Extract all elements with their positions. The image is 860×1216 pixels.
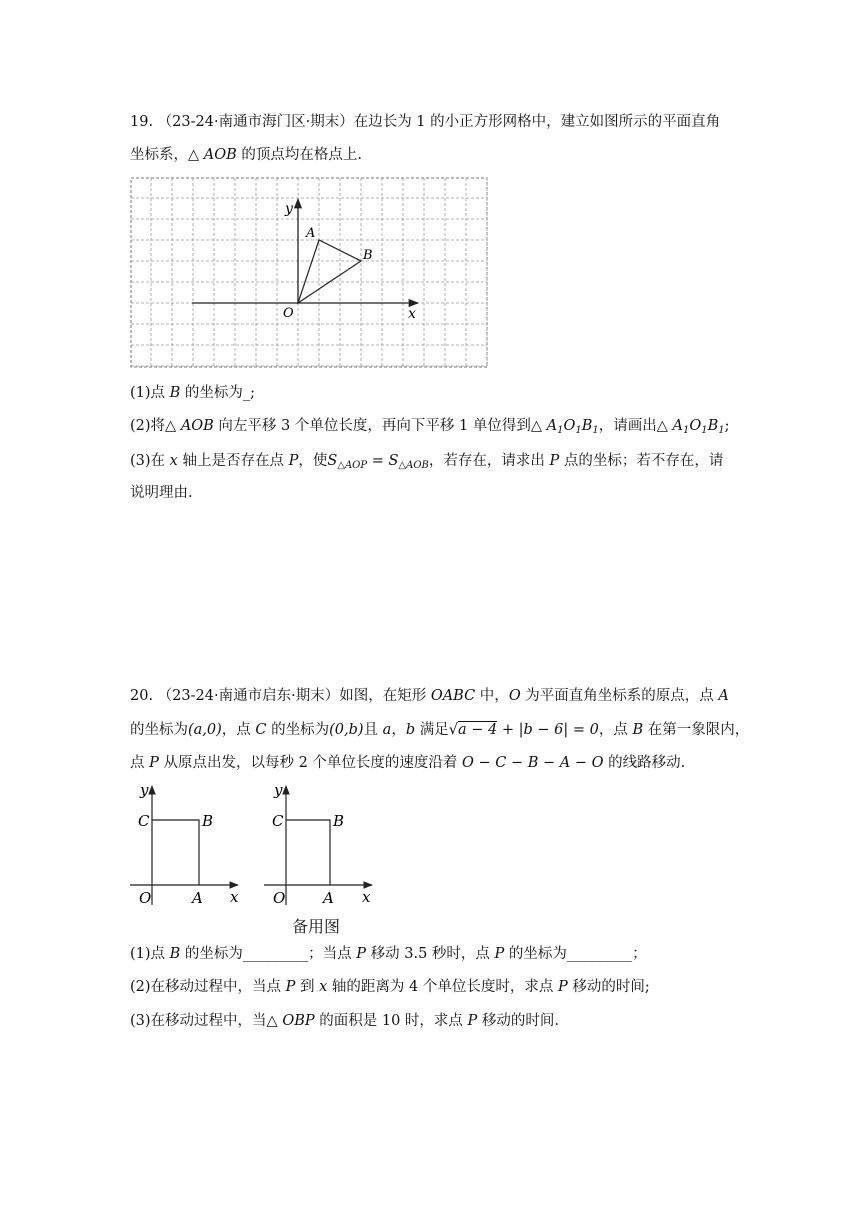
math-x: x [319, 979, 328, 995]
rectangle-oabc [286, 820, 330, 885]
label-x: x [408, 306, 416, 322]
q20-line2 [130, 720, 749, 740]
label-y: y [140, 781, 149, 799]
math-a1o1b1 [673, 418, 725, 434]
q19-part1 [130, 383, 255, 403]
math-a: A [718, 688, 729, 704]
math-p: P [356, 946, 367, 962]
spare-figure-caption: 备用图 [292, 917, 341, 936]
text: (1)点 [130, 385, 170, 401]
math-p: P [558, 979, 568, 995]
text: 的坐标为_________；当点 [180, 946, 357, 962]
text: 满足 [415, 722, 449, 738]
q19-part2 [130, 416, 730, 441]
label-c: C [138, 812, 150, 830]
text: (1)点 [130, 946, 170, 962]
math-a1o1b1 [547, 418, 599, 434]
label-b: B [333, 812, 345, 830]
q19-line1 [130, 112, 720, 132]
math-p: P [149, 755, 159, 771]
q19-part3 [130, 451, 723, 476]
text: (2)将 [130, 418, 166, 434]
grid-border [131, 178, 487, 367]
q20-figure-spare [260, 780, 380, 910]
math-c: C [255, 722, 267, 738]
text: = [367, 453, 389, 469]
math-o: O [508, 688, 521, 704]
label-o: O [139, 889, 152, 907]
text: 的坐标为_________； [504, 946, 647, 962]
math-b-var: b [405, 722, 416, 738]
label-b: B [202, 812, 214, 830]
label-c: C [272, 812, 284, 830]
math-p: P [467, 1013, 478, 1029]
math-x: x [169, 453, 178, 469]
math-p: P [494, 946, 505, 962]
q19-text: 坐标系， [130, 147, 188, 163]
text: 说明理由. [130, 485, 193, 501]
subscript: 1 [575, 425, 582, 436]
triangle-symbol: △ [188, 147, 200, 163]
math-a-coord: (a,0) [188, 722, 222, 738]
text: 移动 3.5 秒时，点 [366, 946, 495, 962]
grid-lines [131, 178, 487, 367]
q19-grid-figure [130, 177, 488, 369]
q20-part2 [130, 977, 650, 997]
q20-line1 [130, 686, 729, 706]
q19-number: 19. [130, 114, 154, 130]
triangle-symbol: △ [656, 418, 668, 434]
subscript: △AOP [337, 460, 368, 471]
math-b: B [707, 418, 719, 434]
text: (3)在移动过程中，当 [130, 1013, 267, 1029]
label-o: O [283, 306, 294, 321]
text: 的坐标为 [266, 722, 330, 738]
text: 从原点出发，以每秒 2 个单位长度的速度沿着 [158, 755, 463, 771]
label-a: A [192, 889, 203, 907]
math-abs: + |b − 6| = 0 [497, 722, 599, 738]
math-b: B [581, 418, 593, 434]
text: ，若存在，请求出 [428, 453, 550, 469]
q19-part3-line2 [130, 483, 193, 503]
text: (3)在 [130, 453, 170, 469]
math-b: B [169, 385, 181, 401]
text: 如图，在矩形 [339, 688, 431, 704]
q20-figure-main [126, 780, 246, 910]
text: 的线路移动. [603, 755, 686, 771]
subscript: 1 [557, 425, 564, 436]
math-a: A [546, 418, 558, 434]
q20-part3 [130, 1011, 559, 1031]
text: 轴上是否存在点 [177, 453, 289, 469]
q20-line3 [130, 753, 685, 773]
q20-part1 [130, 944, 647, 964]
q19-line2 [130, 145, 362, 165]
label-y: y [274, 781, 283, 799]
text: 的坐标为_; [180, 385, 256, 401]
math-p: P [549, 453, 560, 469]
math-route: O − C − B − A − O [462, 755, 604, 771]
rectangle-oabc [152, 820, 199, 885]
text: ; [724, 418, 730, 434]
text: 向左平移 3 个单位长度，再向下平移 1 单位得到 [213, 418, 531, 434]
subscript: 1 [701, 425, 708, 436]
math-o: O [563, 418, 576, 434]
text: 到 [295, 979, 320, 995]
math-s: S [327, 453, 338, 469]
label-a: A [323, 889, 334, 907]
triangle-aob [298, 240, 361, 303]
math-oabc: OABC [430, 688, 476, 704]
label-x: x [230, 888, 239, 906]
math-c-coord: (0,b) [329, 722, 364, 738]
text: 在第一象限内， [643, 722, 750, 738]
math-b: B [632, 722, 644, 738]
math-sqrt-arg: a − 4 [457, 722, 498, 738]
math-a: A [672, 418, 683, 434]
text: 移动的时间. [477, 1013, 559, 1029]
math-aob: AOB [203, 147, 237, 163]
text: 为平面直角坐标系的原点，点 [520, 688, 719, 704]
subscript: △AOB [398, 460, 429, 471]
text: 中， [475, 688, 509, 704]
math-s: S [388, 453, 399, 469]
text: ，点 [221, 722, 256, 738]
text: 移动的时间; [567, 979, 650, 995]
subscript: 1 [683, 425, 690, 436]
text: ，使 [298, 453, 328, 469]
q20-source: （23-24·南通市启东·期末） [157, 688, 340, 704]
math-aob: AOB [180, 418, 214, 434]
text: ，点 [598, 722, 633, 738]
triangle-symbol: △ [530, 418, 542, 434]
text: ， [391, 722, 406, 738]
q19-text: 的顶点均在格点上. [236, 147, 362, 163]
math-o: O [689, 418, 702, 434]
q20-number: 20. [130, 688, 154, 704]
q19-text: 在边长为 1 的小正方形网格中，建立如图所示的平面直角 [353, 114, 721, 130]
label-x: x [362, 888, 371, 906]
triangle-symbol: △ [165, 418, 177, 434]
text: 轴的距离为 4 个单位长度时，求点 [327, 979, 558, 995]
math-b: B [169, 946, 181, 962]
math-a-var: a [382, 722, 392, 738]
text: 的面积是 10 时，求点 [314, 1013, 468, 1029]
text: 的坐标为 [130, 722, 188, 738]
math-obp: OBP [282, 1013, 315, 1029]
text: (2)在移动过程中，当点 [130, 979, 286, 995]
text: 点 [130, 755, 150, 771]
text: 且 [363, 722, 383, 738]
label-y: y [285, 201, 293, 217]
label-o: O [273, 889, 286, 907]
math-p: P [285, 979, 296, 995]
text: 点的坐标；若不存在，请 [559, 453, 724, 469]
text: ，请画出 [598, 418, 657, 434]
q19-source: （23-24·南通市海门区·期末） [157, 114, 354, 130]
subscript: 1 [592, 425, 599, 436]
subscript: 1 [718, 425, 725, 436]
math-p: P [288, 453, 299, 469]
sqrt-symbol: √ [448, 722, 458, 738]
label-b: B [363, 248, 373, 263]
triangle-symbol: △ [266, 1013, 278, 1029]
label-a: A [306, 226, 316, 241]
